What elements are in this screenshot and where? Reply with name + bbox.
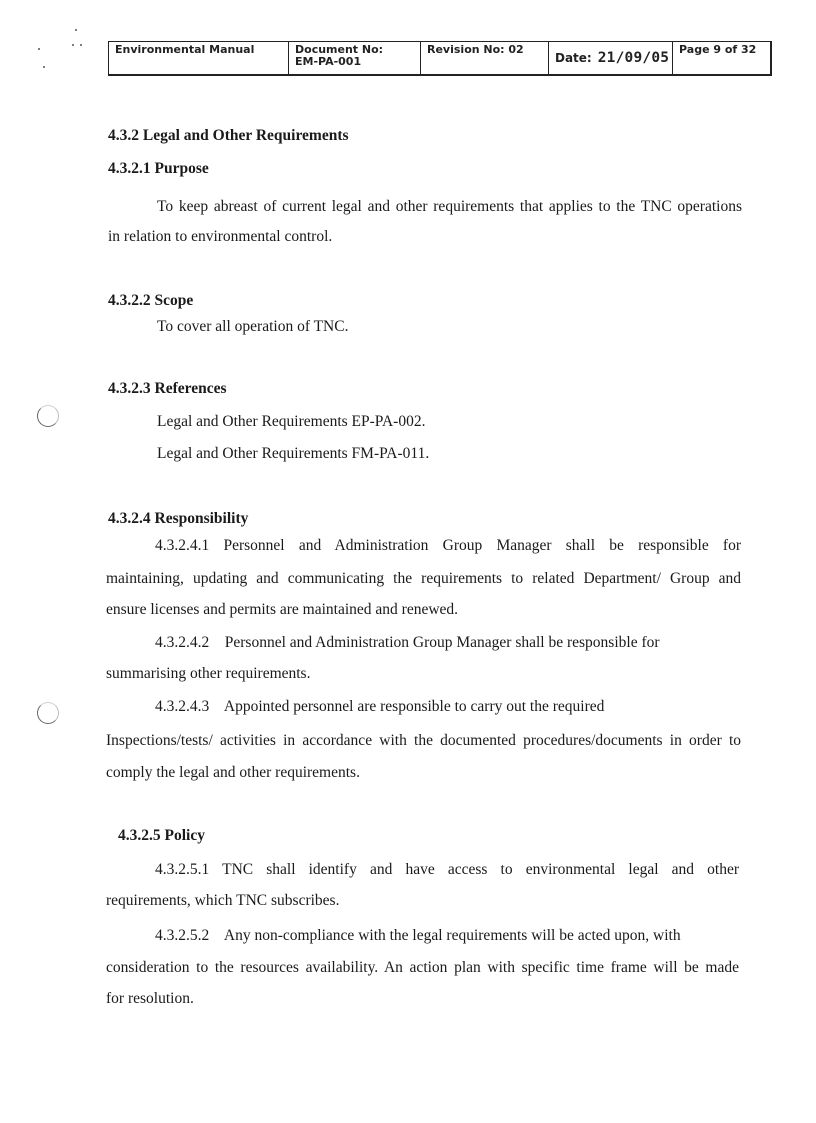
page-number-cell	[673, 42, 770, 74]
manual-title-cell	[109, 42, 289, 74]
document-header-table	[108, 41, 772, 76]
scan-speck	[80, 44, 82, 46]
policy-para-1-line-1: 4.3.2.5.1 TNC shall identify and have access to environmental legal and other	[155, 861, 739, 878]
binder-hole-icon	[37, 405, 59, 427]
policy-para-2-line-3: for resolution.	[106, 990, 194, 1007]
scope-heading: 4.3.2.2 Scope	[108, 292, 194, 309]
scan-speck	[75, 29, 77, 31]
references-heading: 4.3.2.3 References	[108, 380, 227, 397]
responsibility-heading: 4.3.2.4 Responsibility	[108, 510, 249, 527]
document-number-label: Document No:	[295, 43, 384, 56]
date-value: 21/09/05	[597, 50, 670, 66]
responsibility-para-1-line-3: ensure licenses and permits are maintained and renewed.	[106, 601, 459, 618]
responsibility-para-2-line-2: summarising other requirements.	[106, 665, 311, 682]
policy-heading: 4.3.2.5 Policy	[118, 827, 205, 844]
binder-hole-icon	[37, 702, 59, 724]
responsibility-para-3-line-2: Inspections/tests/ activities in accordance with the documented procedures/documents in order to	[106, 732, 741, 749]
purpose-heading: 4.3.2.1 Purpose	[108, 160, 209, 177]
responsibility-para-2-line-1: 4.3.2.4.2 Personnel and Administration Group Manager shall be responsible for	[155, 634, 660, 651]
responsibility-para-1-line-1: 4.3.2.4.1 Personnel and Administration Group Manager shall be responsible for	[155, 537, 741, 554]
policy-para-2-line-2: consideration to the resources availability. An action plan with specific time frame will be made	[106, 959, 739, 976]
scan-speck	[43, 66, 45, 68]
responsibility-para-3-line-1: 4.3.2.4.3 Appointed personnel are responsible to carry out the required	[155, 698, 605, 715]
scan-speck	[72, 44, 74, 46]
revision-cell	[421, 42, 549, 74]
document-number-cell	[289, 42, 421, 74]
page-number: Page 9 of 32	[679, 43, 757, 56]
date-cell	[549, 42, 673, 74]
date-label: Date:	[555, 51, 592, 65]
revision-number: Revision No: 02	[427, 43, 524, 56]
purpose-text-line-2: in relation to environmental control.	[108, 228, 333, 245]
reference-item: Legal and Other Requirements FM-PA-011.	[157, 445, 430, 462]
scope-text: To cover all operation of TNC.	[157, 318, 349, 335]
reference-item: Legal and Other Requirements EP-PA-002.	[157, 413, 426, 430]
policy-para-1-line-2: requirements, which TNC subscribes.	[106, 892, 340, 909]
responsibility-para-3-line-3: comply the legal and other requirements.	[106, 764, 360, 781]
purpose-text-line-1: To keep abreast of current legal and other requirements that applies to the TNC operations	[157, 198, 742, 215]
document-number: EM-PA-001	[295, 55, 362, 68]
section-title: 4.3.2 Legal and Other Requirements	[108, 127, 349, 144]
manual-title: Environmental Manual	[115, 43, 255, 56]
responsibility-para-1-line-2: maintaining, updating and communicating the requirements to related Department/ Group and	[106, 570, 741, 587]
policy-para-2-line-1: 4.3.2.5.2 Any non-compliance with the legal requirements will be acted upon, with	[155, 927, 681, 944]
scan-speck	[38, 48, 40, 50]
